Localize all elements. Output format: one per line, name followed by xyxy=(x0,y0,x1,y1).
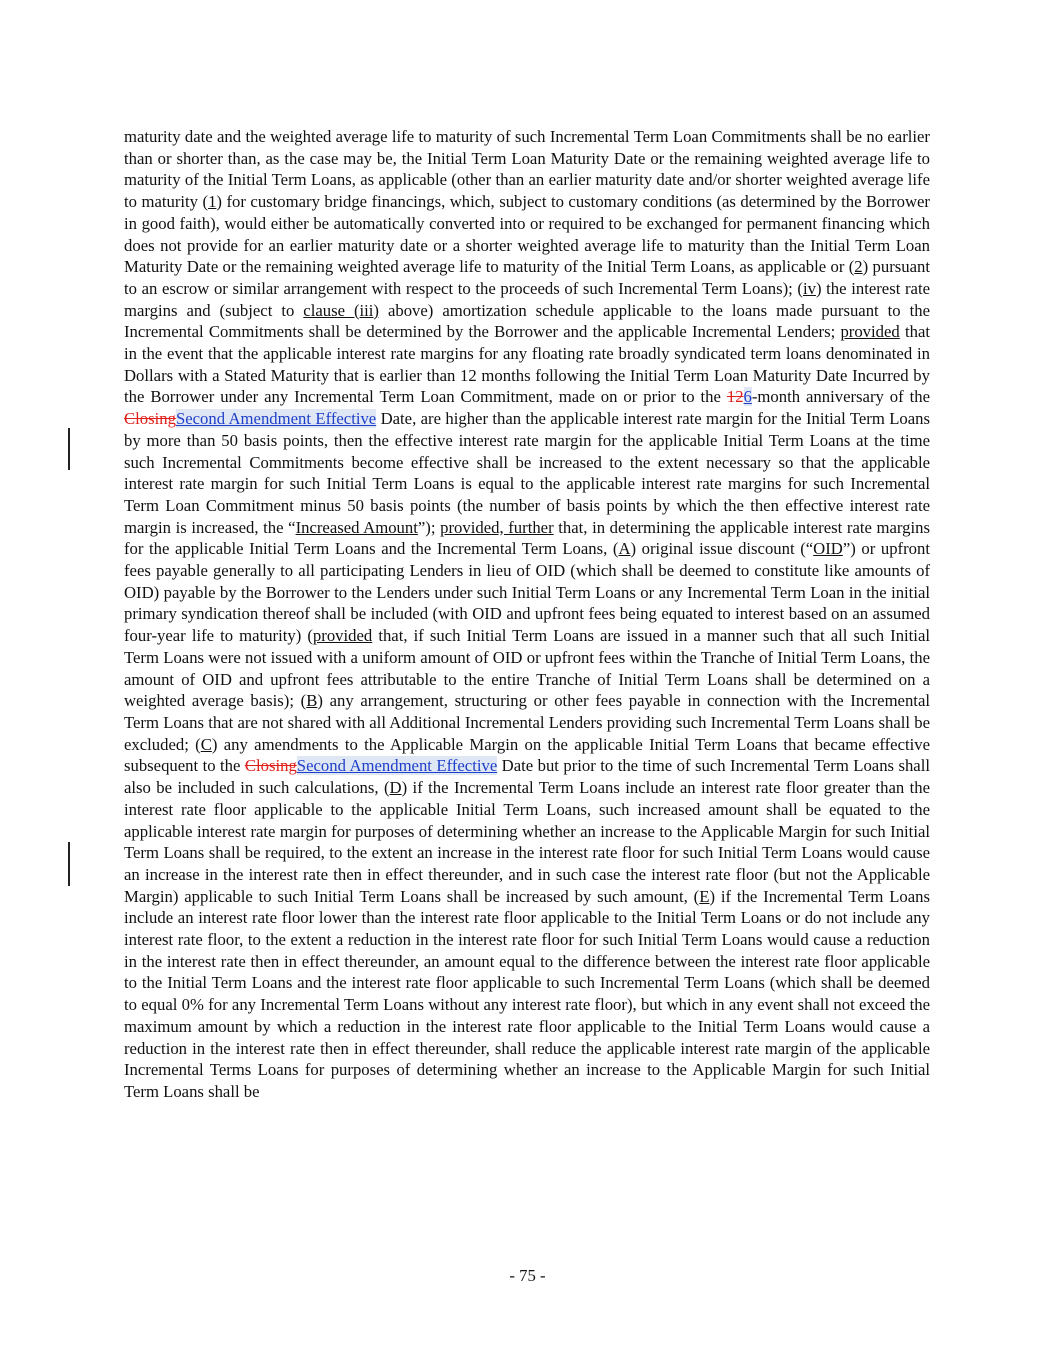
body-paragraph xyxy=(124,126,930,1103)
inserted-text: Second Amendment Effective xyxy=(175,409,377,429)
clause-ref: B xyxy=(306,691,318,711)
text-run: ) pursuant to an escrow or similar arrangement with respect to the proceeds of such Incremental Term Loans); ( xyxy=(124,257,930,298)
inserted-text: Second Amendment Effective xyxy=(296,756,498,776)
text-run: Date but prior to the time of such Incremental Term Loans shall also be included in such calculations, ( xyxy=(124,756,930,798)
text-run: ”); xyxy=(417,517,441,537)
text-run: ) if the Incremental Term Loans include an interest rate floor greater than the interest rate floor applicable to the applicable Initial Term Loans, such increased amount shall be equated to the applicable interest rate margin for purposes of determining whether an increase to the Applicable Margin for such Initial Term Loans shall be required, to the extent an increase in the interest rate floor for such Initial Term Loans would cause an increase in the interest rate then in effect thereunder, and in such case the interest rate floor (but not the Applicable Margin) applicable to such Initial Term Loans shall be increased by such amount, ( xyxy=(124,778,930,906)
deleted-text: 12 xyxy=(726,387,744,407)
text-run: ) the interest rate margins and (subject to xyxy=(124,278,930,320)
defined-term: provided xyxy=(312,626,373,646)
text-run: maturity date and the weighted average life to maturity of such Incremental Term Loan Commitments shall be no earlier than or shorter than, as the case may be, the Initial Term Loan Maturity Date or the remaining weighted average life to maturity of the Initial Term Loans, as applicable (other than an earlier maturity date and/or shorter weighted average life to maturity ( xyxy=(124,127,930,212)
clause-ref: clause (iii) xyxy=(303,300,379,320)
clause-ref: D xyxy=(389,778,402,798)
defined-term: provided, further xyxy=(440,517,554,537)
clause-ref: 2 xyxy=(854,257,863,277)
change-bar xyxy=(68,428,70,470)
text-run: ) any amendments to the Applicable Margin on the applicable Initial Term Loans that became effective subsequent to the xyxy=(124,734,930,776)
clause-ref: E xyxy=(699,886,710,906)
clause-ref: A xyxy=(618,539,631,559)
clause-ref: C xyxy=(200,734,212,754)
text-run: ) original issue discount (“ xyxy=(630,539,814,559)
clause-ref: 1 xyxy=(208,192,217,212)
clause-ref: iv xyxy=(802,278,816,298)
text-run: ”) or upfront fees payable generally to all participating Lenders in lieu of OID (which shall be deemed to constitute like amounts of OID) payable by the Borrower to the Lenders under such Initial Term Loans or any Incremental Term Loan in the initial primary syndication thereof shall be included (with OID and upfront fees being equated to interest based on an assumed four-year life to maturity) ( xyxy=(124,539,930,646)
defined-term: provided xyxy=(840,322,900,342)
change-bar xyxy=(68,842,70,886)
text-run: that, if such Initial Term Loans are issued in a manner such that all such Initial Term Loans were not issued with a uniform amount of OID or upfront fees within the Tranche of Initial Term Loans, the amount of OID and upfront fees attributable to the entire Tranche of Initial Term Loans shall be determined on a weighted average basis); ( xyxy=(124,626,930,711)
inserted-text: 6 xyxy=(743,387,752,407)
text-run: ) if the Incremental Term Loans include an interest rate floor lower than the interest rate floor applicable to the Initial Term Loans or do not include any interest rate floor, to the extent a reduction in the interest rate floor for such Initial Term Loans would cause a reduction in the interest rate then in effect thereunder, an amount equal to the difference between the interest rate floor applicable to the Initial Term Loans and the interest rate floor applicable to such Incremental Term Loans (which shall be deemed to equal 0% for any Incremental Term Loans without any interest rate floor), but which in any event shall not exceed the maximum amount by which a reduction in the interest rate floor applicable to the Initial Term Loans would cause a reduction in the interest rate then in effect thereunder, shall reduce the applicable interest rate margin of the applicable Incremental Terms Loans for purposes of determining whether an increase to the Applicable Margin for such Initial Term Loans shall be xyxy=(124,886,930,1101)
defined-term: OID xyxy=(813,539,843,559)
text-run: ) for customary bridge financings, which, subject to customary conditions (as determined by the Borrower in good faith), would either be automatically converted into or required to be exchanged for permanent financing which does not provide for an earlier maturity date or a shorter weighted average life to maturity than the Initial Term Loan Maturity Date or the remaining weighted average life to maturity of the Initial Term Loans, as applicable or ( xyxy=(124,192,930,277)
text-run: that in the event that the applicable interest rate margins for any floating rate broadly syndicated term loans denominated in Dollars with a Stated Maturity that is earlier than 12 months following the Initial Term Loan Maturity Date Incurred by the Borrower under any Incremental Term Loan Commitment, made on or prior to the xyxy=(124,322,930,407)
text-run: above) amortization schedule applicable to the loans made pursuant to the Incremental Commitments shall be determined by the Borrower and the applicable Incremental Lenders; xyxy=(124,300,931,342)
deleted-text: Closing xyxy=(244,756,297,776)
text-run: that, in determining the applicable interest rate margins for the applicable Initial Term Loans and the Incremental Term Loans, ( xyxy=(124,517,930,559)
text-run: -month anniversary of the xyxy=(751,387,930,407)
page-number: - 75 - xyxy=(509,1266,546,1285)
text-run: ) any arrangement, structuring or other fees payable in connection with the Incremental Term Loans that are not shared with all Additional Incremental Lenders providing such Incremental Term Loans shall be excluded; ( xyxy=(124,691,930,754)
defined-term: Increased Amount xyxy=(295,517,418,537)
text-run: Date, are higher than the applicable interest rate margin for the Initial Term Loans by more than 50 basis points, then the effective interest rate margin for the applicable Initial Term Loans at the time such Incremental Commitments become effective shall be increased to the extent necessary so that the applicable interest rate margin for such Initial Term Loans is equal to the applicable interest rate margins for such Incremental Term Loan Commitment minus 50 basis points (the number of basis points by which the then effective interest rate margin is increased, the “ xyxy=(124,409,930,537)
deleted-text: Closing xyxy=(124,409,176,429)
